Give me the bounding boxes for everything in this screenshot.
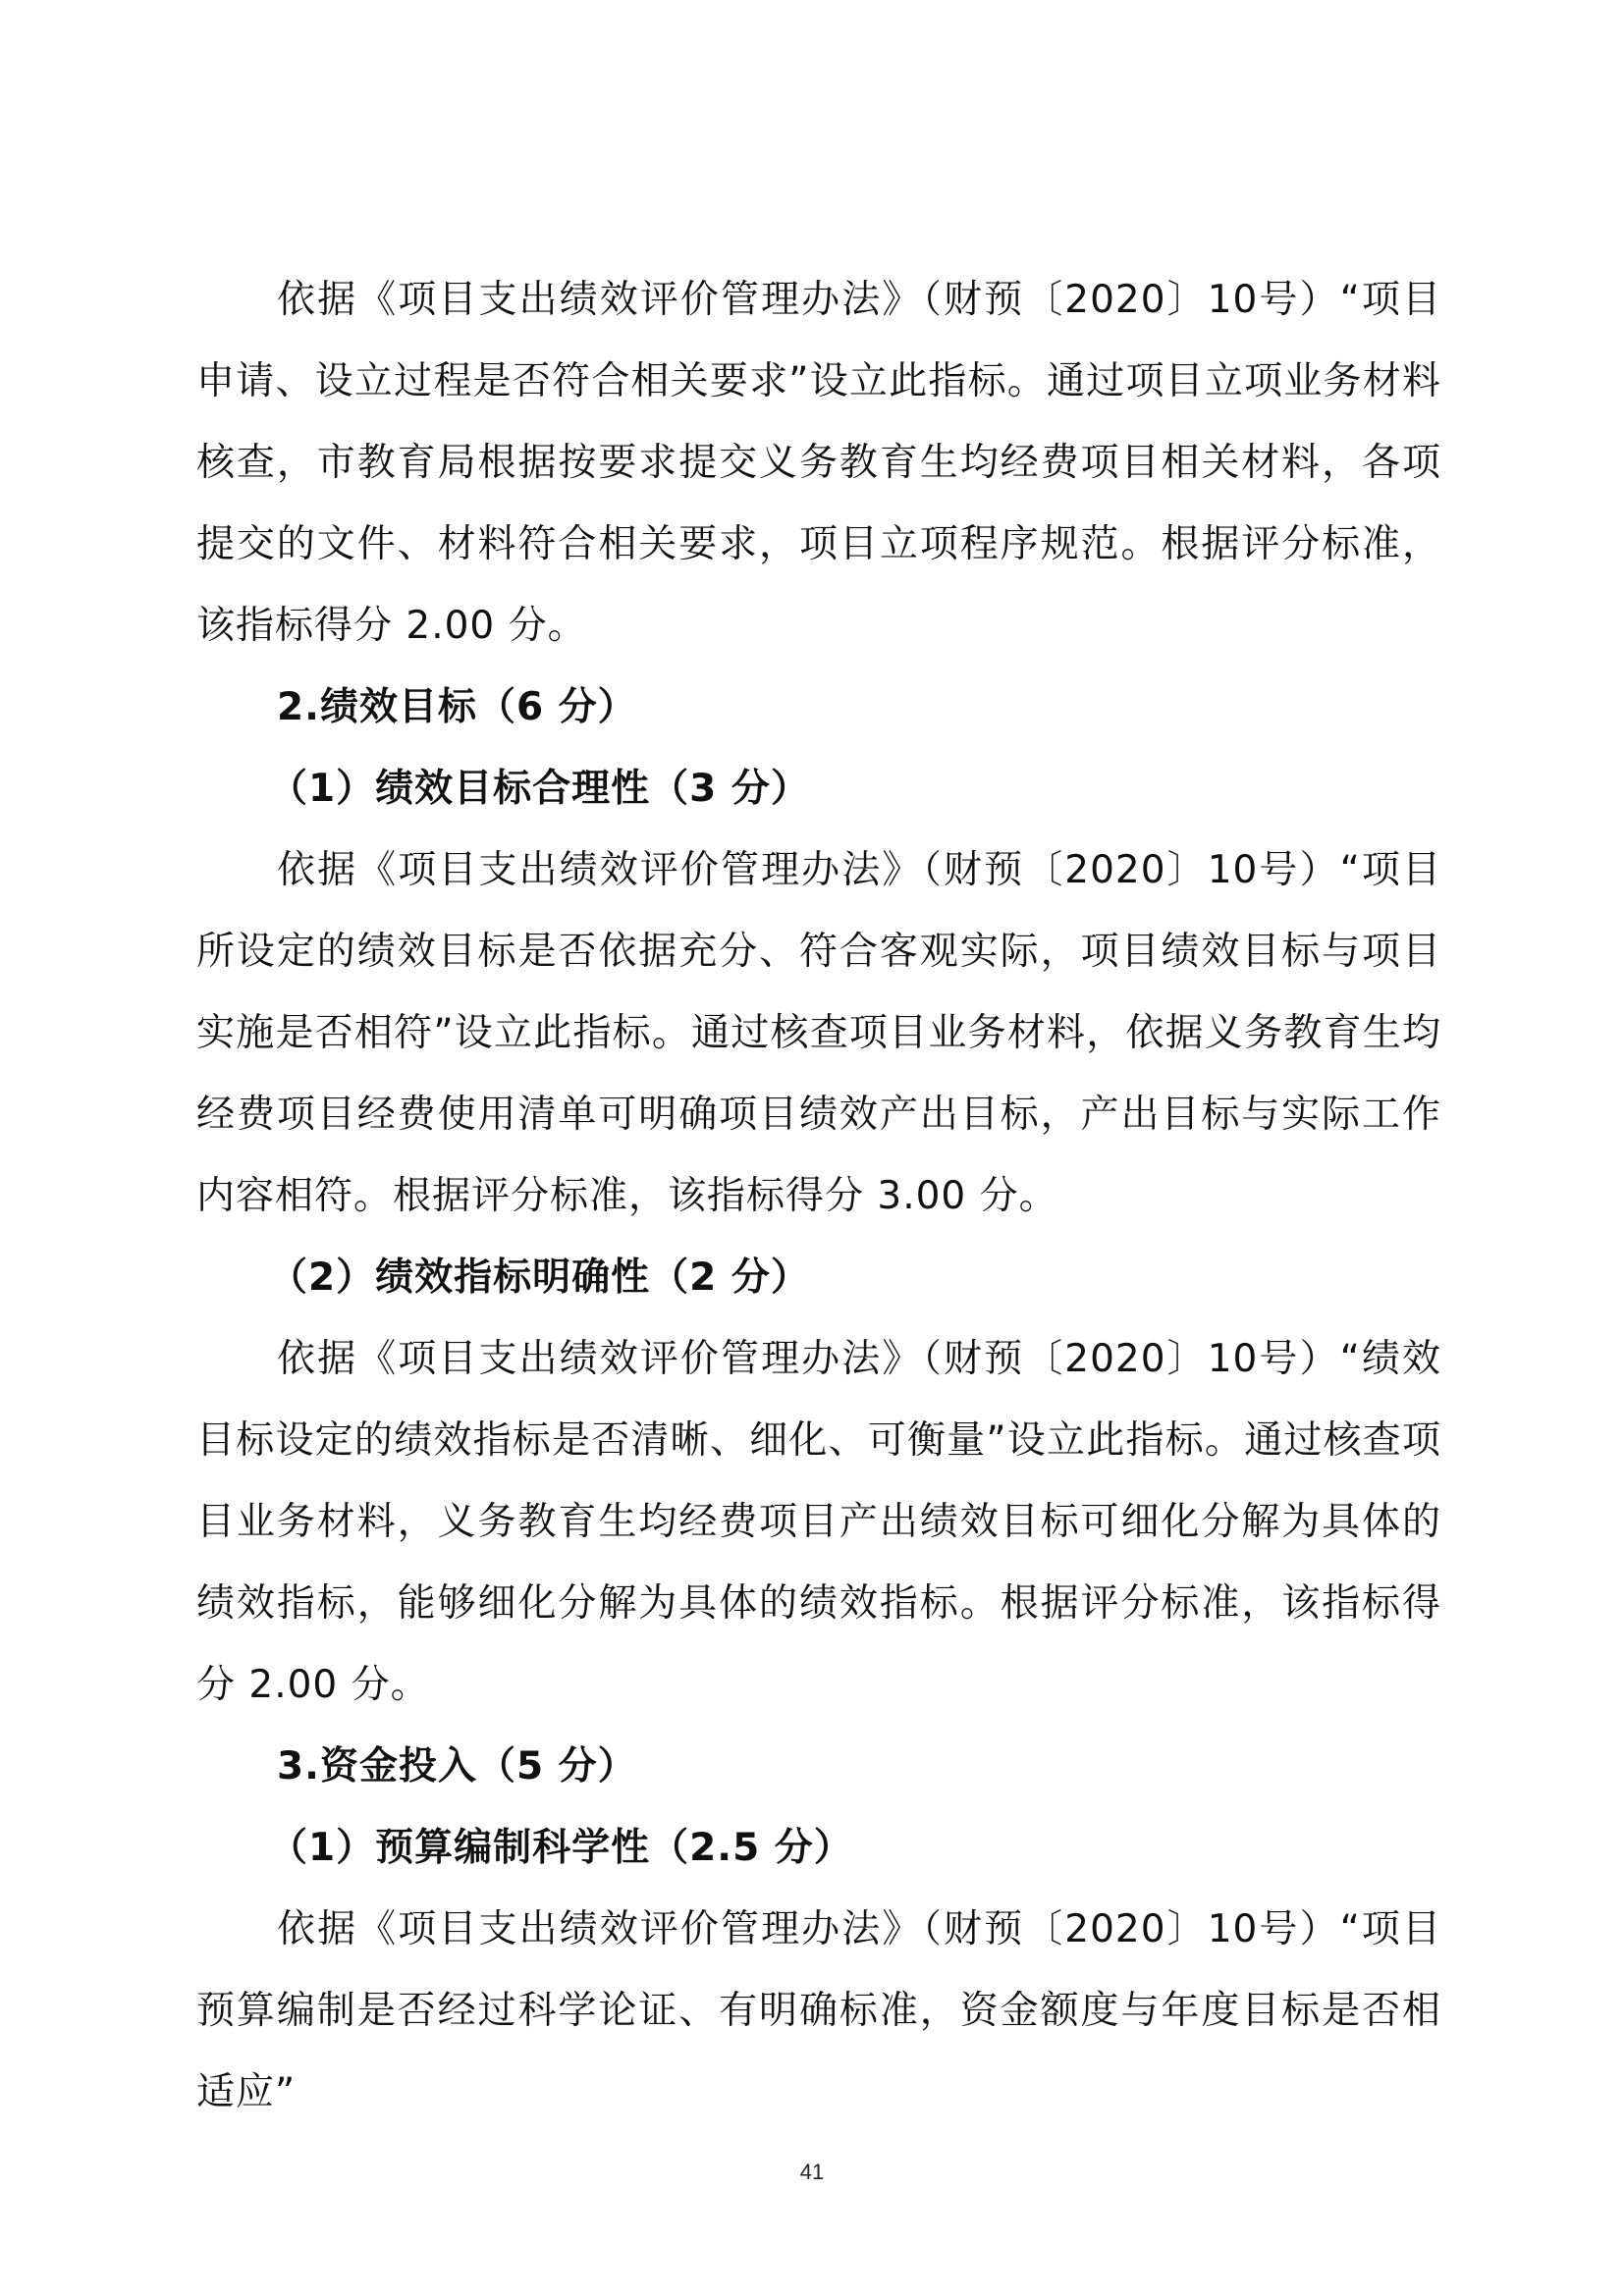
paragraph-project-approval: 依据《项目支出绩效评价管理办法》（财预〔2020〕10号）“项目申请、设立过程是否符合相关要求”设立此指标。通过项目立项业务材料核查，市教育局根据按要求提交义务教育生均经费项目相关材料，各项提交的文件、材料符合相关要求，项目立项程序规范。根据评分标准，该指标得分 2.00 分。 bbox=[196, 278, 1441, 648]
paragraph-budget-scientificity: 依据《项目支出绩效评价管理办法》（财预〔2020〕10号）“项目预算编制是否经过科学论证、有明确标准，资金额度与年度目标是否相适应” bbox=[196, 1907, 1441, 2114]
heading-performance-goals: 2.绩效目标（6 分） bbox=[277, 685, 637, 729]
paragraph-indicator-clarity: 依据《项目支出绩效评价管理办法》（财预〔2020〕10号）“绩效目标设定的绩效指标是否清晰、细化、可衡量”设立此指标。通过核查项目业务材料，义务教育生均经费项目产出绩效目标可细化分解为具体的绩效指标，能够细化分解为具体的绩效指标。根据评分标准，该指标得分 2.00 分。 bbox=[196, 1337, 1441, 1707]
document-body bbox=[196, 259, 1441, 2133]
heading-budget-scientificity: （1）预算编制科学性（2.5 分） bbox=[269, 1826, 853, 1870]
page-number: 41 bbox=[799, 2160, 825, 2184]
heading-indicator-clarity: （2）绩效指标明确性（2 分） bbox=[269, 1255, 810, 1300]
heading-funding-input: 3.资金投入（5 分） bbox=[277, 1744, 637, 1789]
heading-goal-rationality: （1）绩效目标合理性（3 分） bbox=[269, 767, 810, 811]
paragraph-goal-rationality: 依据《项目支出绩效评价管理办法》（财预〔2020〕10号）“项目所设定的绩效目标是否依据充分、符合客观实际，项目绩效目标与项目实施是否相符”设立此指标。通过核查项目业务材料，依据义务教育生均经费项目经费使用清单可明确项目绩效产出目标，产出目标与实际工作内容相符。根据评分标准，该指标得分 3.00 分。 bbox=[196, 848, 1441, 1218]
